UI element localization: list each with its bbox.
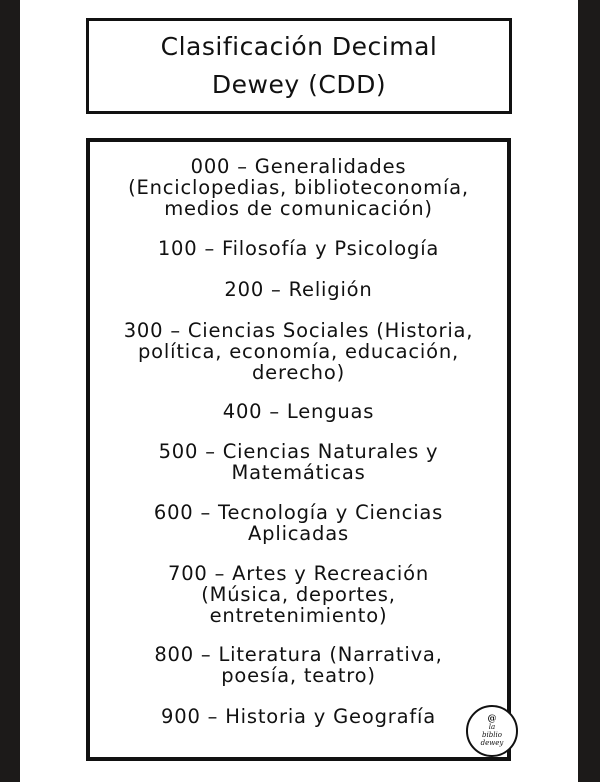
class-700: 700 – Artes y Recreación (Música, deportes, entretenimiento)	[167, 562, 430, 627]
page	[20, 0, 578, 782]
class-900: 900 – Historia y Geografía	[161, 705, 436, 728]
logo-line-2: biblio	[482, 731, 502, 739]
class-300: 300 – Ciencias Sociales (Historia, política, economía, educación, derecho)	[123, 319, 474, 384]
biblio-dewey-logo	[466, 705, 518, 757]
title-box	[86, 18, 512, 114]
classification-list	[86, 138, 511, 761]
title-line-2: Dewey (CDD)	[211, 70, 387, 99]
class-500: 500 – Ciencias Naturales y Matemáticas	[158, 440, 439, 484]
class-400: 400 – Lenguas	[222, 400, 375, 423]
logo-line-1: la	[488, 723, 496, 731]
logo-line-3: dewey	[480, 739, 504, 747]
class-100: 100 – Filosofía y Psicología	[157, 237, 440, 260]
class-800: 800 – Literatura (Narrativa, poesía, teatro)	[154, 643, 443, 687]
logo-at: @	[487, 714, 497, 724]
class-200: 200 – Religión	[224, 278, 373, 301]
class-000: 000 – Generalidades (Enciclopedias, biblioteconomía, medios de comunicación)	[128, 155, 469, 220]
class-600: 600 – Tecnología y Ciencias Aplicadas	[153, 501, 444, 545]
title-line-1: Clasificación Decimal	[160, 32, 438, 61]
